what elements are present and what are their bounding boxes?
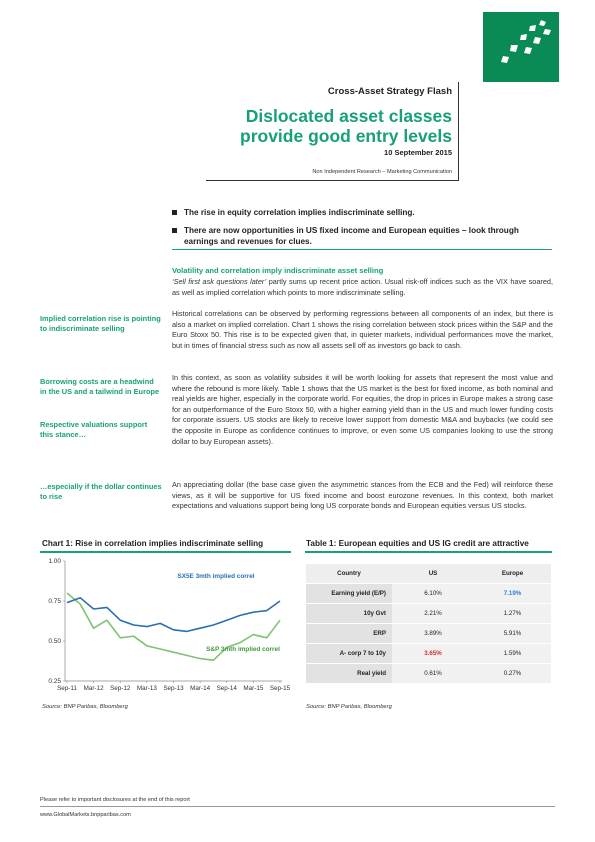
- series-label-sp: S&P 3mth implied correl: [206, 646, 280, 653]
- table-header-row: [306, 564, 551, 584]
- y-tick-label: 0.50: [48, 638, 61, 645]
- paragraph-1: [172, 277, 553, 298]
- x-tick-label: Sep-11: [57, 685, 77, 692]
- table-row: [306, 624, 551, 644]
- row-label: ERP: [306, 624, 392, 644]
- cell-europe: 5.91%: [474, 624, 551, 644]
- side-note-dollar: …especially if the dollar continues to rise: [40, 482, 162, 501]
- table-row: [306, 644, 551, 664]
- valuation-table: [306, 564, 551, 683]
- cell-us: 6.10%: [392, 584, 474, 604]
- row-label: Real yield: [306, 664, 392, 684]
- chart-title: Chart 1: Rise in correlation implies indiscriminate selling: [42, 539, 264, 548]
- y-tick-label: 0.25: [48, 678, 61, 685]
- cell-us: 3.89%: [392, 624, 474, 644]
- cell-us: 0.61%: [392, 664, 474, 684]
- table-row: [306, 664, 551, 684]
- x-tick-label: Sep-13: [163, 685, 184, 692]
- section-heading: Volatility and correlation imply indiscriminate asset selling: [172, 266, 384, 275]
- header-us: US: [392, 564, 474, 584]
- key-point-text: The rise in equity correlation implies indiscriminate selling.: [184, 208, 415, 217]
- footer-divider: [40, 806, 555, 807]
- paragraph-1-quote: ‘Sell first ask questions later’: [172, 277, 267, 286]
- series-line-sx5e: [67, 598, 280, 632]
- report-title-line-1: Dislocated asset classes: [245, 106, 452, 126]
- chart-title-rule: [40, 551, 291, 553]
- cell-us: 2.21%: [392, 604, 474, 624]
- x-tick-label: Sep-14: [216, 685, 237, 692]
- header-europe: Europe: [474, 564, 551, 584]
- row-label: A- corp 7 to 10y: [306, 644, 392, 664]
- table-title: Table 1: European equities and US IG credit are attractive: [306, 539, 529, 548]
- bnp-paribas-logo: [483, 12, 559, 82]
- x-tick-label: Mar-13: [136, 685, 157, 692]
- x-tick-label: Mar-15: [243, 685, 264, 692]
- report-title: [240, 106, 452, 146]
- cell-europe-highlight: 7.19%: [474, 584, 551, 604]
- cell-europe: 0.27%: [474, 664, 551, 684]
- paragraph-2: Historical correlations can be observed by performing regressions between all components of an index, but there is also a market on implied correlation. Chart 1 shows the rising correlation between stock prices within the S&P and the Euro Stoxx 50. This rise is to be expected given that, in quieter markets, individual performances move the market, but in times of financial stress such as now all assets sell off as investors go back to cash.: [172, 309, 553, 350]
- row-label: Earning yield (E/P): [306, 584, 392, 604]
- paragraph-1-text: partly sums up recent price action. Usual risk-off indices such as the VIX have soared, as well as implied correlation which points to more indiscriminate selling.: [172, 277, 553, 297]
- x-tick-label: Sep-12: [110, 685, 131, 692]
- y-tick-label: 1.00: [48, 558, 61, 565]
- key-point-1: [172, 207, 552, 218]
- table-row: [306, 584, 551, 604]
- key-point-2: [172, 225, 552, 247]
- cell-europe: 1.27%: [474, 604, 551, 624]
- side-note-borrowing: Borrowing costs are a headwind in the US and a tailwind in Europe: [40, 377, 160, 396]
- y-tick-label: 0.75: [48, 598, 61, 605]
- table-source: Source: BNP Paribas, Bloomberg: [306, 704, 392, 710]
- disclosure-note: Please refer to important disclosures at the end of this report: [40, 797, 190, 803]
- report-series-title: Cross-Asset Strategy Flash: [327, 86, 452, 97]
- report-title-line-2: provide good entry levels: [240, 126, 452, 146]
- report-date: 10 September 2015: [384, 148, 452, 157]
- row-label: 10y Gvt: [306, 604, 392, 624]
- header-country: Country: [306, 564, 392, 584]
- research-disclaimer: Non Independent Research – Marketing Communication: [312, 169, 452, 175]
- table-title-rule: [305, 551, 552, 553]
- bullet-square-icon: [172, 228, 177, 233]
- cell-us-highlight: 3.65%: [392, 644, 474, 664]
- bullet-square-icon: [172, 210, 177, 215]
- x-tick-label: Mar-12: [83, 685, 104, 692]
- side-note-valuations: Respective valuations support this stance…: [40, 420, 148, 439]
- table-row: [306, 604, 551, 624]
- series-label-sx5e: SX5E 3mth implied correl: [177, 573, 255, 580]
- website-link[interactable]: www.GlobalMarkets.bnpparibas.com: [40, 812, 131, 818]
- x-tick-label: Sep-15: [269, 685, 291, 692]
- divider: [172, 249, 552, 250]
- stars-logo-icon: [483, 12, 559, 82]
- side-note-correlation: Implied correlation rise is pointing to indiscriminate selling: [40, 314, 161, 333]
- chart-source: Source: BNP Paribas, Bloomberg: [42, 704, 128, 710]
- x-tick-label: Mar-14: [190, 685, 211, 692]
- cell-europe: 1.59%: [474, 644, 551, 664]
- correlation-line-chart: [30, 556, 292, 696]
- key-point-text: There are now opportunities in US fixed income and European equities – look through earnings and revenues for clues.: [184, 226, 519, 246]
- paragraph-4: An appreciating dollar (the base case given the asymmetric stances from the ECB and the Fed) will reinforce these views, as it will be supportive for US fixed income and boost eurozone revenues. In this context, both market expectations and valuations support being long US corporate bonds and European equities versus US stocks.: [172, 480, 553, 511]
- paragraph-3: In this context, as soon as volatility subsides it will be worth looking for assets that represent the most value and where the rebound is more likely. Table 1 shows that the US market is the best for fixed income, as both nominal and real yields are higher, especially in the corporate world. For equities, the drop in prices in Europe makes a strong case for an outperformance of the Euro Stoxx 50, with a higher earning yield than in the US and much lower funding costs for corporate issuers. US stocks are likely to receive lower support from domestic M&A and buybacks (we could see the opposite in Europe as confidence continues to improve, or even some US companies looking to use the strong dollar to buy European assets).: [172, 373, 553, 446]
